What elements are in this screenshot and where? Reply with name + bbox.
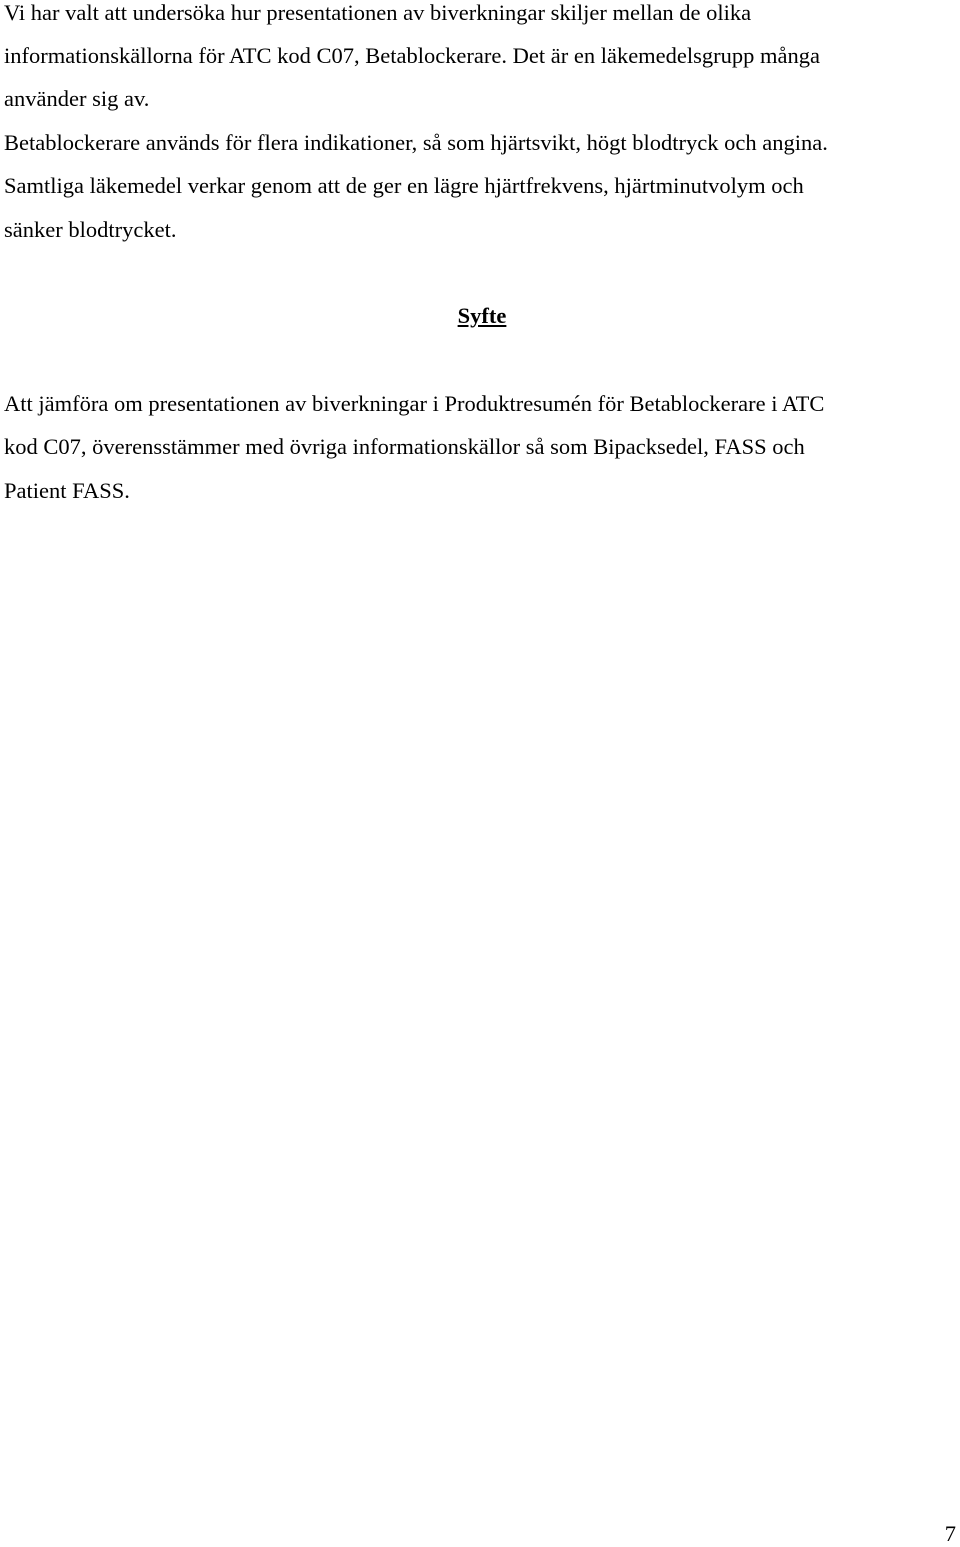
- page-number: 7: [944, 1521, 956, 1546]
- section-line-1: Att jämföra om presentationen av biverkningar i Produktresumén för Betablockerare i ATC: [4, 391, 825, 416]
- intro-line-5: Samtliga läkemedel verkar genom att de ger en lägre hjärtfrekvens, hjärtminutvolym och: [4, 173, 804, 198]
- intro-line-3: använder sig av.: [4, 86, 150, 111]
- intro-line-6: sänker blodtrycket.: [4, 217, 177, 242]
- section-heading: Syfte: [457, 303, 507, 328]
- section-line-2: kod C07, överensstämmer med övriga informationskällor så som Bipacksedel, FASS och: [4, 434, 805, 459]
- intro-line-2: informationskällorna för ATC kod C07, Betablockerare. Det är en läkemedelsgrupp många: [4, 43, 820, 68]
- section-line-3: Patient FASS.: [4, 478, 130, 503]
- intro-line-1: Vi har valt att undersöka hur presentationen av biverkningar skiljer mellan de olika: [4, 0, 752, 25]
- intro-line-4: Betablockerare används för flera indikationer, så som hjärtsvikt, högt blodtryck och angina.: [4, 130, 828, 155]
